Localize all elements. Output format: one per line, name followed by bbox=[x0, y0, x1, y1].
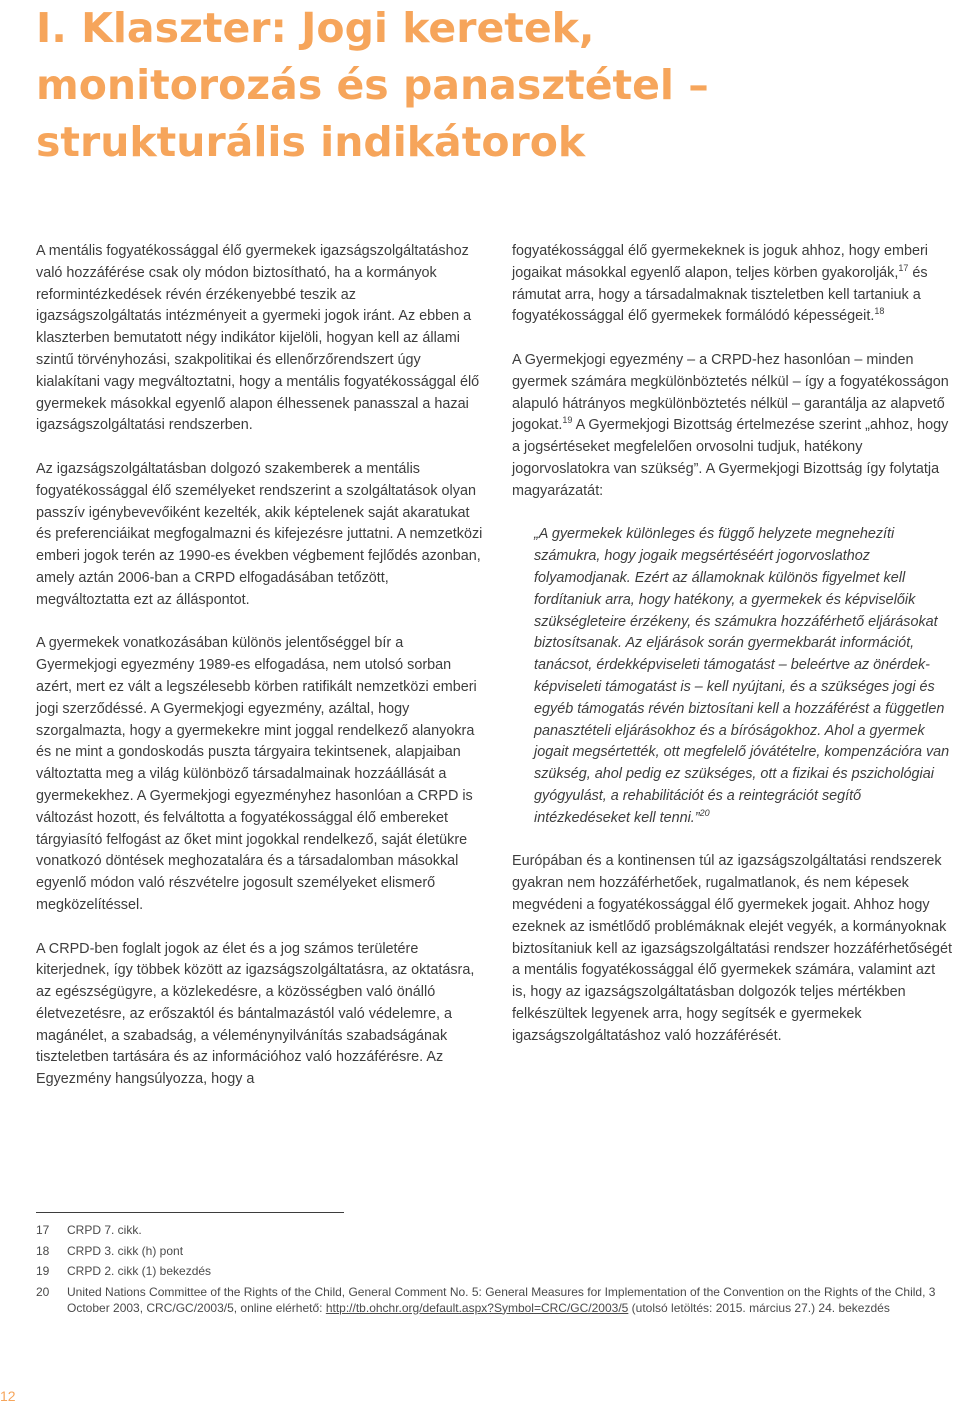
continuation-text-a: fogyatékossággal élő gyermekeknek is joguk ahhoz, hogy emberi jogaikat másokkal egyenlő alapon, teljes körben gyakorolják, bbox=[512, 243, 928, 281]
block-quote bbox=[534, 524, 952, 829]
title-line-3: strukturális indikátorok bbox=[36, 118, 586, 166]
footnote-text: CRPD 7. cikk. bbox=[67, 1223, 142, 1237]
europe-paragraph: Európában és a kontinensen túl az igazságszolgáltatási rendszerek gyakran nem hozzáférhetőek, rugalmatlanok, és nem képesek megvédeni a fogyatékossággal élő gyermekek jogait. Ahhoz hogy ezeknek az ismétlődő problémáknak elejét vegyék, a kormányoknak biztosítaniuk kell az igazságszolgáltatási rendszer hozzáférhetőségét a mentális fogyatékossággal élő gyermekek számára, valamint azt is, hogy az igazságszolgáltatásban dolgozók teljes mértékben felkészültek legyenek arra, hogy segítsék e gyermekek igazságszolgáltatáshoz való hozzáférését. bbox=[512, 853, 952, 1044]
footnote-number: 19 bbox=[36, 1264, 50, 1278]
crpd-rights-paragraph: A CRPD-ben foglalt jogok az élet és a jog számos területére kiterjednek, így többek között az igazságszolgáltatásra, az oktatásra, az egészségügyre, a közlekedésre, a közösségben való önálló életvezetésre, az erőszaktól és bántalmazástól való védelemre, a magánélet, a szabadság, a véleménynyilvánítás szabadságának tiszteletben tartására és az információhoz való hozzáférésre. Az Egyezmény hangsúlyozza, hogy a bbox=[36, 940, 475, 1088]
footnote-text-a: United Nations Committee of the Rights of the Child, General Comment No. 5: General Measures for Implementation of the Convention on the Rights of the Child, 3 October 2003, CRC/GC/2003/5, online elérhető: bbox=[67, 1284, 936, 1315]
footnote-text: CRPD 2. cikk (1) bekezdés bbox=[67, 1264, 212, 1278]
footnote-text-b: (utolsó letöltés: 2015. március 27.) 24. bekezdés bbox=[628, 1300, 890, 1315]
footnote-ref-17[interactable]: 17 bbox=[898, 262, 909, 273]
footnote-18 bbox=[36, 1243, 952, 1259]
footnote-19 bbox=[36, 1263, 952, 1279]
committee-paragraph bbox=[512, 350, 952, 503]
title-line-2: monitorozás és panasztétel – bbox=[36, 61, 709, 109]
footnote-17 bbox=[36, 1222, 952, 1238]
right-column bbox=[512, 241, 952, 1069]
continuation-paragraph bbox=[512, 241, 952, 328]
ohchr-link[interactable]: http://tb.ohchr.org/default.aspx?Symbol=CRC/GC/2003/5 bbox=[325, 1300, 629, 1315]
committee-text-a: A Gyermekjogi egyezmény – a CRPD-hez hasonlóan – minden gyermek számára megkülönböztetés nélkül – így a fogyatékosságon alapuló hátrányos megkülönböztetés nélkül – garantálja az alapvető jogokat. bbox=[512, 351, 949, 434]
continuation-text-b: és rámutat arra, hogy a társadalmaknak tiszteletben kell tartaniuk a fogyatékossággal élő gyermekek formálódó képességeit. bbox=[512, 264, 928, 325]
left-column bbox=[36, 241, 484, 1113]
footnotes bbox=[36, 1222, 952, 1320]
footnote-ref-19[interactable]: 19 bbox=[562, 415, 573, 426]
footnote-text bbox=[67, 1284, 952, 1316]
crc-paragraph: A gyermekek vonatkozásában különös jelentőséggel bír a Gyermekjogi egyezmény 1989-es elfogadása, nem utolsó sorban azért, mert ez vált a legszélesebb körben ratifikált nemzetközi emberi jogi szerződéssé. A Gyermekjogi egyezmény, azáltal, hogy szorgalmazta, hogy a gyermekekre mint joggal rendelkező alanyokra és ne mint a gondoskodás puszta tárgyaira tekintsenek, alapjaiban változtatta meg a világ különböző társadalmainak hozzáállását a gyermekekhez. A Gyermekjogi egyezményhez hasonlóan a CRPD is változást hozott, és felváltotta a fogyatékossággal élő embereket tárgyiasító felfogást az őket mint jogokkal rendelkező, saját életükre vonatkozó döntések meghozatalára és a társadalomban másokkal egyenlő módon való részvételre jogosult személyeket elismerő megközelítéssel. bbox=[36, 635, 477, 913]
committee-text-b: A Gyermekjogi Bizottság értelmezése szerint „ahhoz, hogy a jogsértéseket megfelelően orvosolni tudjuk, hatékony jogorvoslatokra van szükség”. A Gyermekjogi Bizottság így folytatja magyarázatát: bbox=[512, 417, 949, 499]
title-line-1: I. Klaszter: Jogi keretek, bbox=[36, 4, 595, 52]
footnote-ref-20[interactable]: 20 bbox=[699, 807, 710, 818]
indicator-sentence: Az ebben a klaszterben bemutatott négy indikátor kijelöli, hogyan kell az állami szintű törvényhozási, szakpolitikai és ellenőrzőrendszert úgy kialakítani vagy megváltoztatni, hogy a mentális fogyatékossággal élő gyermekek másokkal egyenlő alapon élhessenek panasszal a hazai igazságszolgáltatási rendszerben. bbox=[36, 308, 480, 434]
intro-paragraph bbox=[36, 241, 484, 437]
footnote-text: CRPD 3. cikk (h) pont bbox=[67, 1243, 184, 1258]
footnote-20 bbox=[36, 1284, 952, 1316]
professionals-paragraph: Az igazságszolgáltatásban dolgozó szakemberek a mentális fogyatékossággal élő személyeket rendszerint a szolgáltatások olyan passzív igénybevevőiként kezelték, akik képtelenek saját akaratukat és preferenciáikat megfogalmazni és kifejezésre juttatni. A nemzetközi emberi jogok terén az 1990-es években végbement fejlődés azonban, amely aztán 2006-ban a CRPD elfogadásában tetőzött, megváltoztatta ezt az álláspontot. bbox=[36, 460, 483, 608]
footnote-number: 20 bbox=[36, 1284, 50, 1299]
intro-sentence: A mentális fogyatékossággal élő gyermekek igazságszolgáltatáshoz való hozzáférése csak oly módon biztosítható, ha a kormányok reformintézkedések révén érzékenyebbé teszik az igazságszolgáltatás intézményeit a gyermeki jogok iránt. bbox=[36, 243, 469, 325]
footnote-ref-18[interactable]: 18 bbox=[874, 306, 885, 317]
page-number: 12 bbox=[0, 1388, 16, 1404]
footnote-divider bbox=[36, 1212, 344, 1213]
quote-text: „A gyermekek különleges és függő helyzete megnehezíti számukra, hogy jogaik megsértéséért jogorvoslathoz folyamodjanak. Ezért az államoknak különös figyelmet kell fordítaniuk arra, hogy hatékony, a gyermekek és képviselőik szükségleteire érzékeny, és számukra hozzáférhető eljárásokat biztosítsanak. Az eljárások során gyermekbarát információt, tanácsot, érdekképviseleti támogatást – beleértve az önérdek-képviseleti támogatást is – kell nyújtani, és a szükséges jogi és egyéb támogatás révén biztosítani kell a hozzáférést a független panasztételi eljárásokhoz és a bíróságokhoz. Ahol a gyermek jogait megsértették, ott megfelelő jóvátételre, kompenzációra van szükség, ahol pedig ez szükséges, ott a fizikai és pszichológiai gyógyulást, a rehabilitációt és a reintegrációt segítő intézkedéseket kell tenni.” bbox=[534, 526, 950, 826]
page-title bbox=[36, 0, 936, 171]
footnote-number: 17 bbox=[36, 1223, 50, 1237]
footnote-number: 18 bbox=[36, 1243, 50, 1258]
